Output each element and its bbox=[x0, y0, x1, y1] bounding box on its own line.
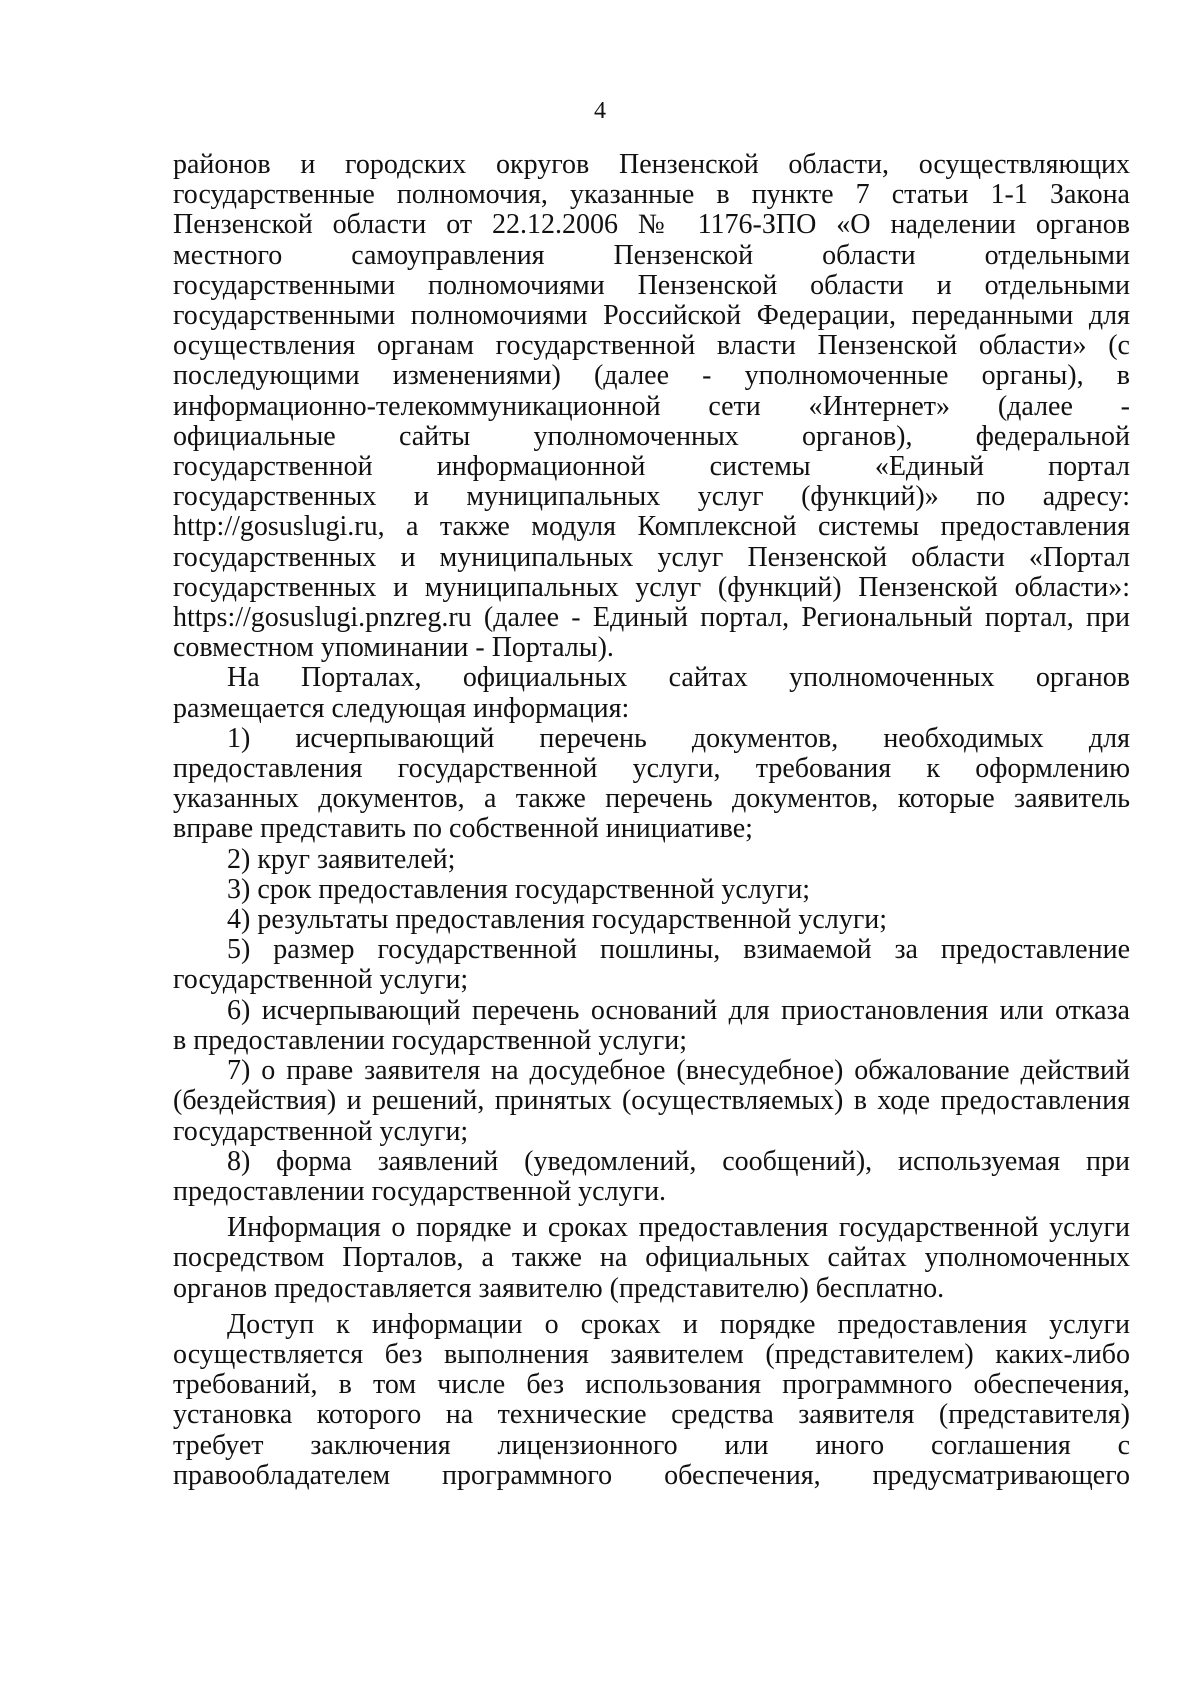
list-item-8 bbox=[173, 1147, 1130, 1207]
text-line: государственной услуги; bbox=[173, 964, 469, 996]
text-line: размещается следующая информация: bbox=[173, 692, 630, 724]
text-line: 5) размер государственной пошлины, взимаемой за предоставление bbox=[227, 934, 1130, 966]
text-line: в предоставлении государственной услуги; bbox=[173, 1024, 688, 1056]
text-line: Пензенской области от 22.12.2006 № 1176-ЗПО «О наделении органов bbox=[173, 209, 1130, 241]
paragraph-access bbox=[173, 1310, 1130, 1491]
text-line: совместном упоминании - Порталы). bbox=[173, 632, 614, 664]
text-line: 8) форма заявлений (уведомлений, сообщений), используемая при bbox=[227, 1145, 1130, 1177]
text-line: указанных документов, а также перечень документов, которые заявитель bbox=[173, 783, 1130, 815]
text-line: государственных и муниципальных услуг Пензенской области «Портал bbox=[173, 541, 1130, 573]
text-line: государственных и муниципальных услуг (функций)» по адресу: bbox=[173, 481, 1130, 513]
text-line: осуществляется без выполнения заявителем (представителем) каких-либо bbox=[173, 1338, 1130, 1370]
paragraph-free-info bbox=[173, 1213, 1130, 1304]
list-item-5 bbox=[173, 935, 1130, 995]
text-line: последующими изменениями) (далее - уполномоченные органы), в bbox=[173, 360, 1130, 392]
list-item-4: 4) результаты предоставления государственной услуги; bbox=[227, 904, 888, 936]
text-line: предоставлении государственной услуги. bbox=[173, 1175, 667, 1207]
text-line: Доступ к информации о сроках и порядке предоставления услуги bbox=[227, 1308, 1130, 1340]
text-line: официальные сайты уполномоченных органов), федеральной bbox=[173, 420, 1130, 452]
paragraph-intro bbox=[173, 150, 1130, 663]
list-item-1 bbox=[173, 724, 1130, 845]
list-item-7 bbox=[173, 1056, 1130, 1147]
text-line: местного самоуправления Пензенской области отдельными bbox=[173, 239, 1130, 271]
list-item-6 bbox=[173, 996, 1130, 1056]
text-line: установка которого на технические средства заявителя (представителя) bbox=[173, 1399, 1130, 1431]
text-line: 6) исчерпывающий перечень оснований для приостановления или отказа bbox=[227, 994, 1130, 1026]
text-line: районов и городских округов Пензенской области, осуществляющих bbox=[173, 149, 1130, 180]
text-line: http://gosuslugi.ru, а также модуля Комплексной системы предоставления bbox=[173, 511, 1130, 543]
text-line: посредством Порталов, а также на официальных сайтах уполномоченных bbox=[173, 1242, 1130, 1274]
text-line: государственных и муниципальных услуг (функций) Пензенской области»: bbox=[173, 571, 1130, 603]
text-line: государственными полномочиями Российской Федерации, переданными для bbox=[173, 300, 1130, 332]
text-line: https://gosuslugi.pnzreg.ru (далее - Единый портал, Региональный портал, при bbox=[173, 602, 1130, 634]
text-line: требует заключения лицензионного или иного соглашения с bbox=[173, 1429, 1130, 1461]
text-line: (бездействия) и решений, принятых (осуществляемых) в ходе предоставления bbox=[173, 1085, 1130, 1117]
text-line: На Порталах, официальных сайтах уполномоченных органов bbox=[227, 662, 1130, 694]
text-line: осуществления органам государственной власти Пензенской области» (с bbox=[173, 330, 1130, 362]
text-line: информационно-телекоммуникационной сети «Интернет» (далее - bbox=[173, 390, 1130, 422]
text-line: Информация о порядке и сроках предоставления государственной услуги bbox=[227, 1212, 1130, 1244]
text-line: государственными полномочиями Пензенской области и отдельными bbox=[173, 269, 1130, 301]
text-line: правообладателем программного обеспечения, предусматривающего bbox=[173, 1459, 1130, 1491]
list-item-2: 2) круг заявителей; bbox=[227, 843, 456, 875]
page-number: 4 bbox=[594, 98, 606, 124]
text-line: 1) исчерпывающий перечень документов, необходимых для bbox=[227, 722, 1130, 754]
text-line: государственные полномочия, указанные в пункте 7 статьи 1-1 Закона bbox=[173, 179, 1130, 211]
text-line: 7) о праве заявителя на досудебное (внесудебное) обжалование действий bbox=[227, 1055, 1130, 1087]
paragraph-portals bbox=[173, 663, 1130, 723]
text-line: вправе представить по собственной инициативе; bbox=[173, 813, 753, 845]
list-item-3: 3) срок предоставления государственной услуги; bbox=[227, 873, 811, 905]
text-line: государственной услуги; bbox=[173, 1115, 469, 1147]
text-line: органов предоставляется заявителю (представителю) бесплатно. bbox=[173, 1272, 945, 1304]
text-line: требований, в том числе без использования программного обеспечения, bbox=[173, 1369, 1130, 1401]
text-line: предоставления государственной услуги, требования к оформлению bbox=[173, 753, 1130, 785]
document-body bbox=[173, 150, 1130, 1491]
text-line: государственной информационной системы «Единый портал bbox=[173, 451, 1130, 483]
